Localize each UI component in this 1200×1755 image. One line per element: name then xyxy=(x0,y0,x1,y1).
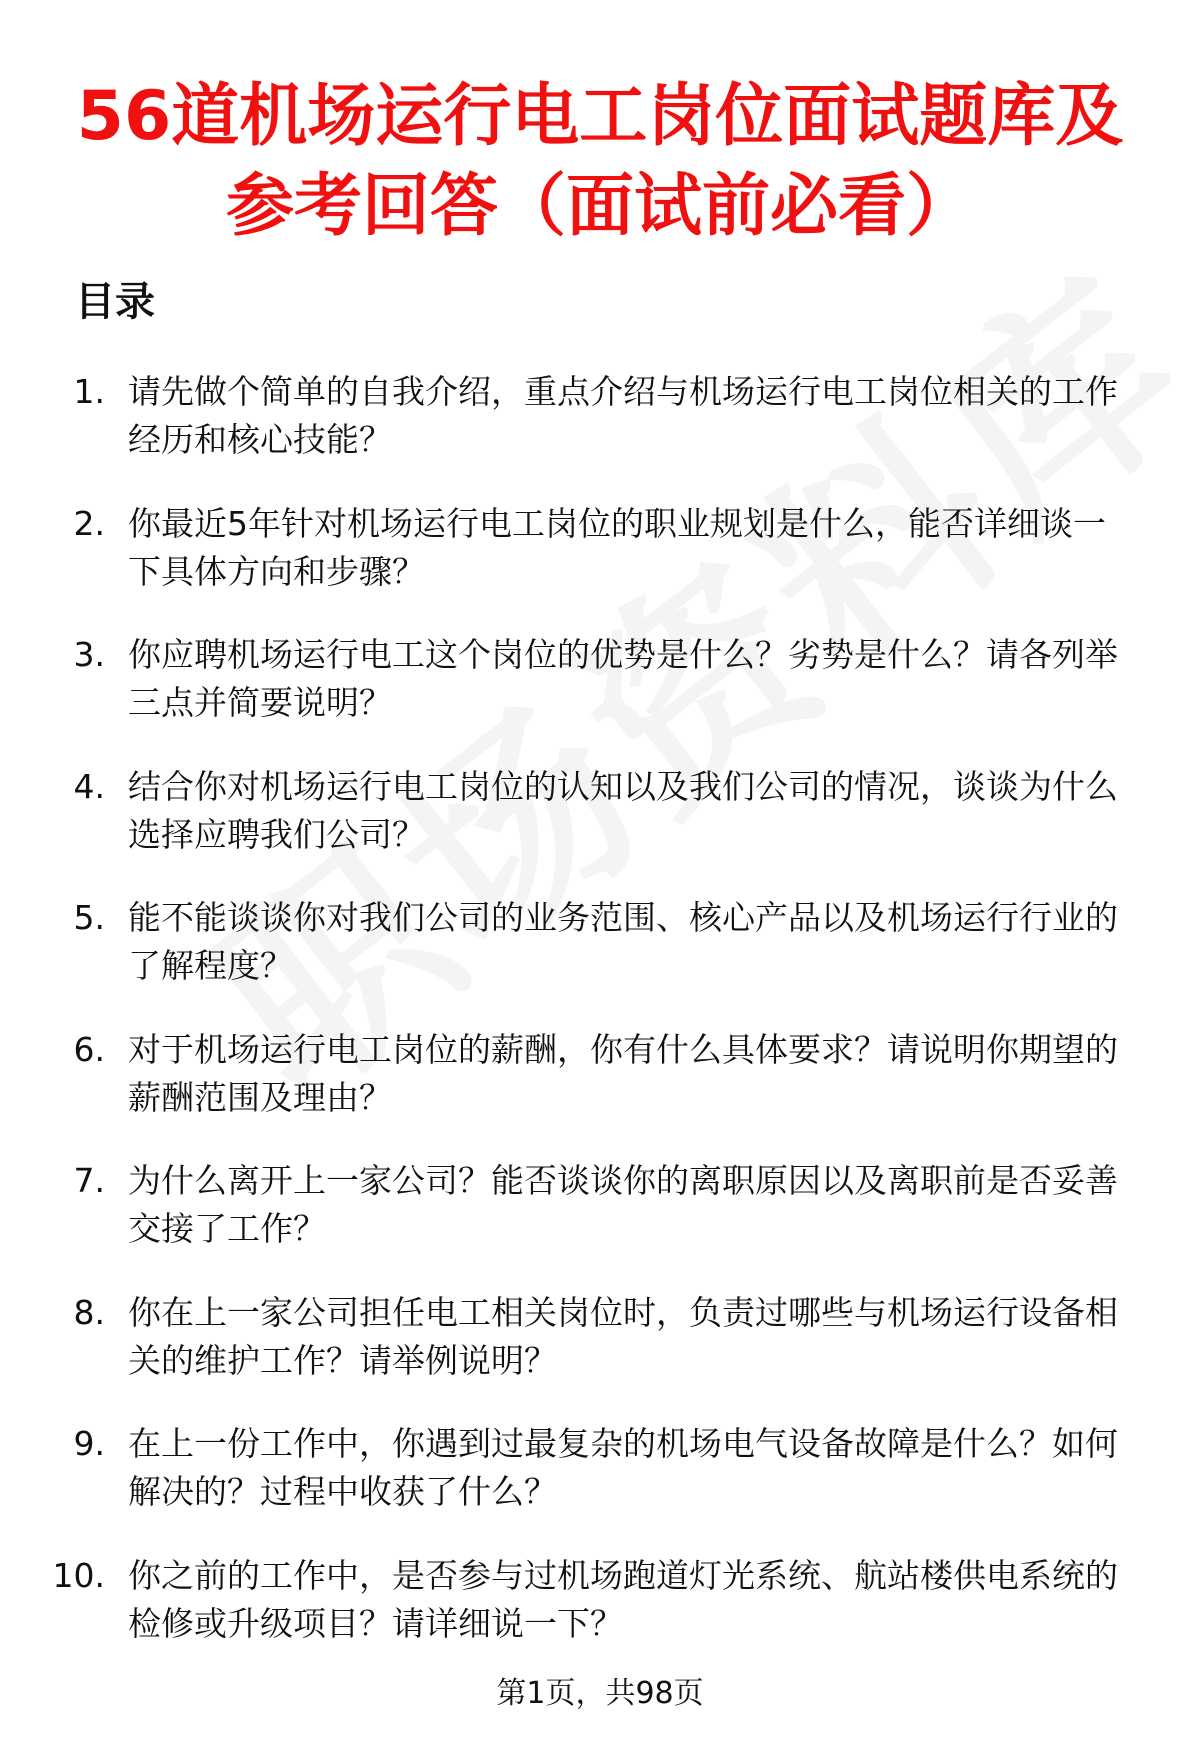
list-item xyxy=(0,631,1200,763)
question-number: 9. xyxy=(73,1424,105,1463)
list-item xyxy=(0,1157,1200,1289)
question-list xyxy=(0,368,1200,1683)
question-number: 3. xyxy=(73,635,105,674)
list-item xyxy=(0,368,1200,500)
question-text: 能不能谈谈你对我们公司的业务范围、核心产品以及机场运行行业的了解程度？ xyxy=(128,898,1118,985)
question-number: 2. xyxy=(73,503,105,543)
question-number: 7. xyxy=(73,1161,105,1200)
list-item xyxy=(0,1026,1200,1158)
question-text: 请先做个简单的自我介绍，重点介绍与机场运行电工岗位相关的工作经历和核心技能？ xyxy=(128,372,1118,459)
question-text: 你应聘机场运行电工这个岗位的优势是什么？劣势是什么？请各列举三点并简要说明？ xyxy=(128,635,1118,722)
question-number: 4. xyxy=(73,766,105,806)
list-item xyxy=(0,1420,1200,1552)
list-item xyxy=(0,763,1200,895)
toc-heading: 目录 xyxy=(75,279,155,325)
question-text: 在上一份工作中，你遇到过最复杂的机场电气设备故障是什么？如何解决的？过程中收获了什么？ xyxy=(128,1424,1118,1511)
question-text: 你在上一家公司担任电工相关岗位时，负责过哪些与机场运行设备相关的维护工作？请举例说明？ xyxy=(128,1292,1118,1380)
page-number: 第1页，共98页 xyxy=(496,1676,704,1711)
question-text: 结合你对机场运行电工岗位的认知以及我们公司的情况，谈谈为什么选择应聘我们公司？ xyxy=(128,766,1118,854)
list-item xyxy=(0,1552,1200,1684)
list-item xyxy=(0,894,1200,1026)
question-text: 为什么离开上一家公司？能否谈谈你的离职原因以及离职前是否妥善交接了工作？ xyxy=(128,1161,1118,1248)
question-number: 5. xyxy=(73,898,105,937)
list-item xyxy=(0,1289,1200,1421)
question-text: 对于机场运行电工岗位的薪酬，你有什么具体要求？请说明你期望的薪酬范围及理由？ xyxy=(128,1029,1118,1117)
question-text: 你最近5年针对机场运行电工岗位的职业规划是什么，能否详细谈一下具体方向和步骤？ xyxy=(128,503,1106,591)
question-number: 10. xyxy=(52,1555,105,1595)
document-title: 56道机场运行电工岗位面试题库及参考回答（面试前必看） xyxy=(76,77,1124,246)
question-text: 你之前的工作中，是否参与过机场跑道灯光系统、航站楼供电系统的检修或升级项目？请详细说一下？ xyxy=(128,1555,1118,1643)
list-item xyxy=(0,500,1200,632)
question-number: 8. xyxy=(73,1292,105,1332)
question-number: 1. xyxy=(73,372,105,411)
question-number: 6. xyxy=(73,1029,105,1069)
